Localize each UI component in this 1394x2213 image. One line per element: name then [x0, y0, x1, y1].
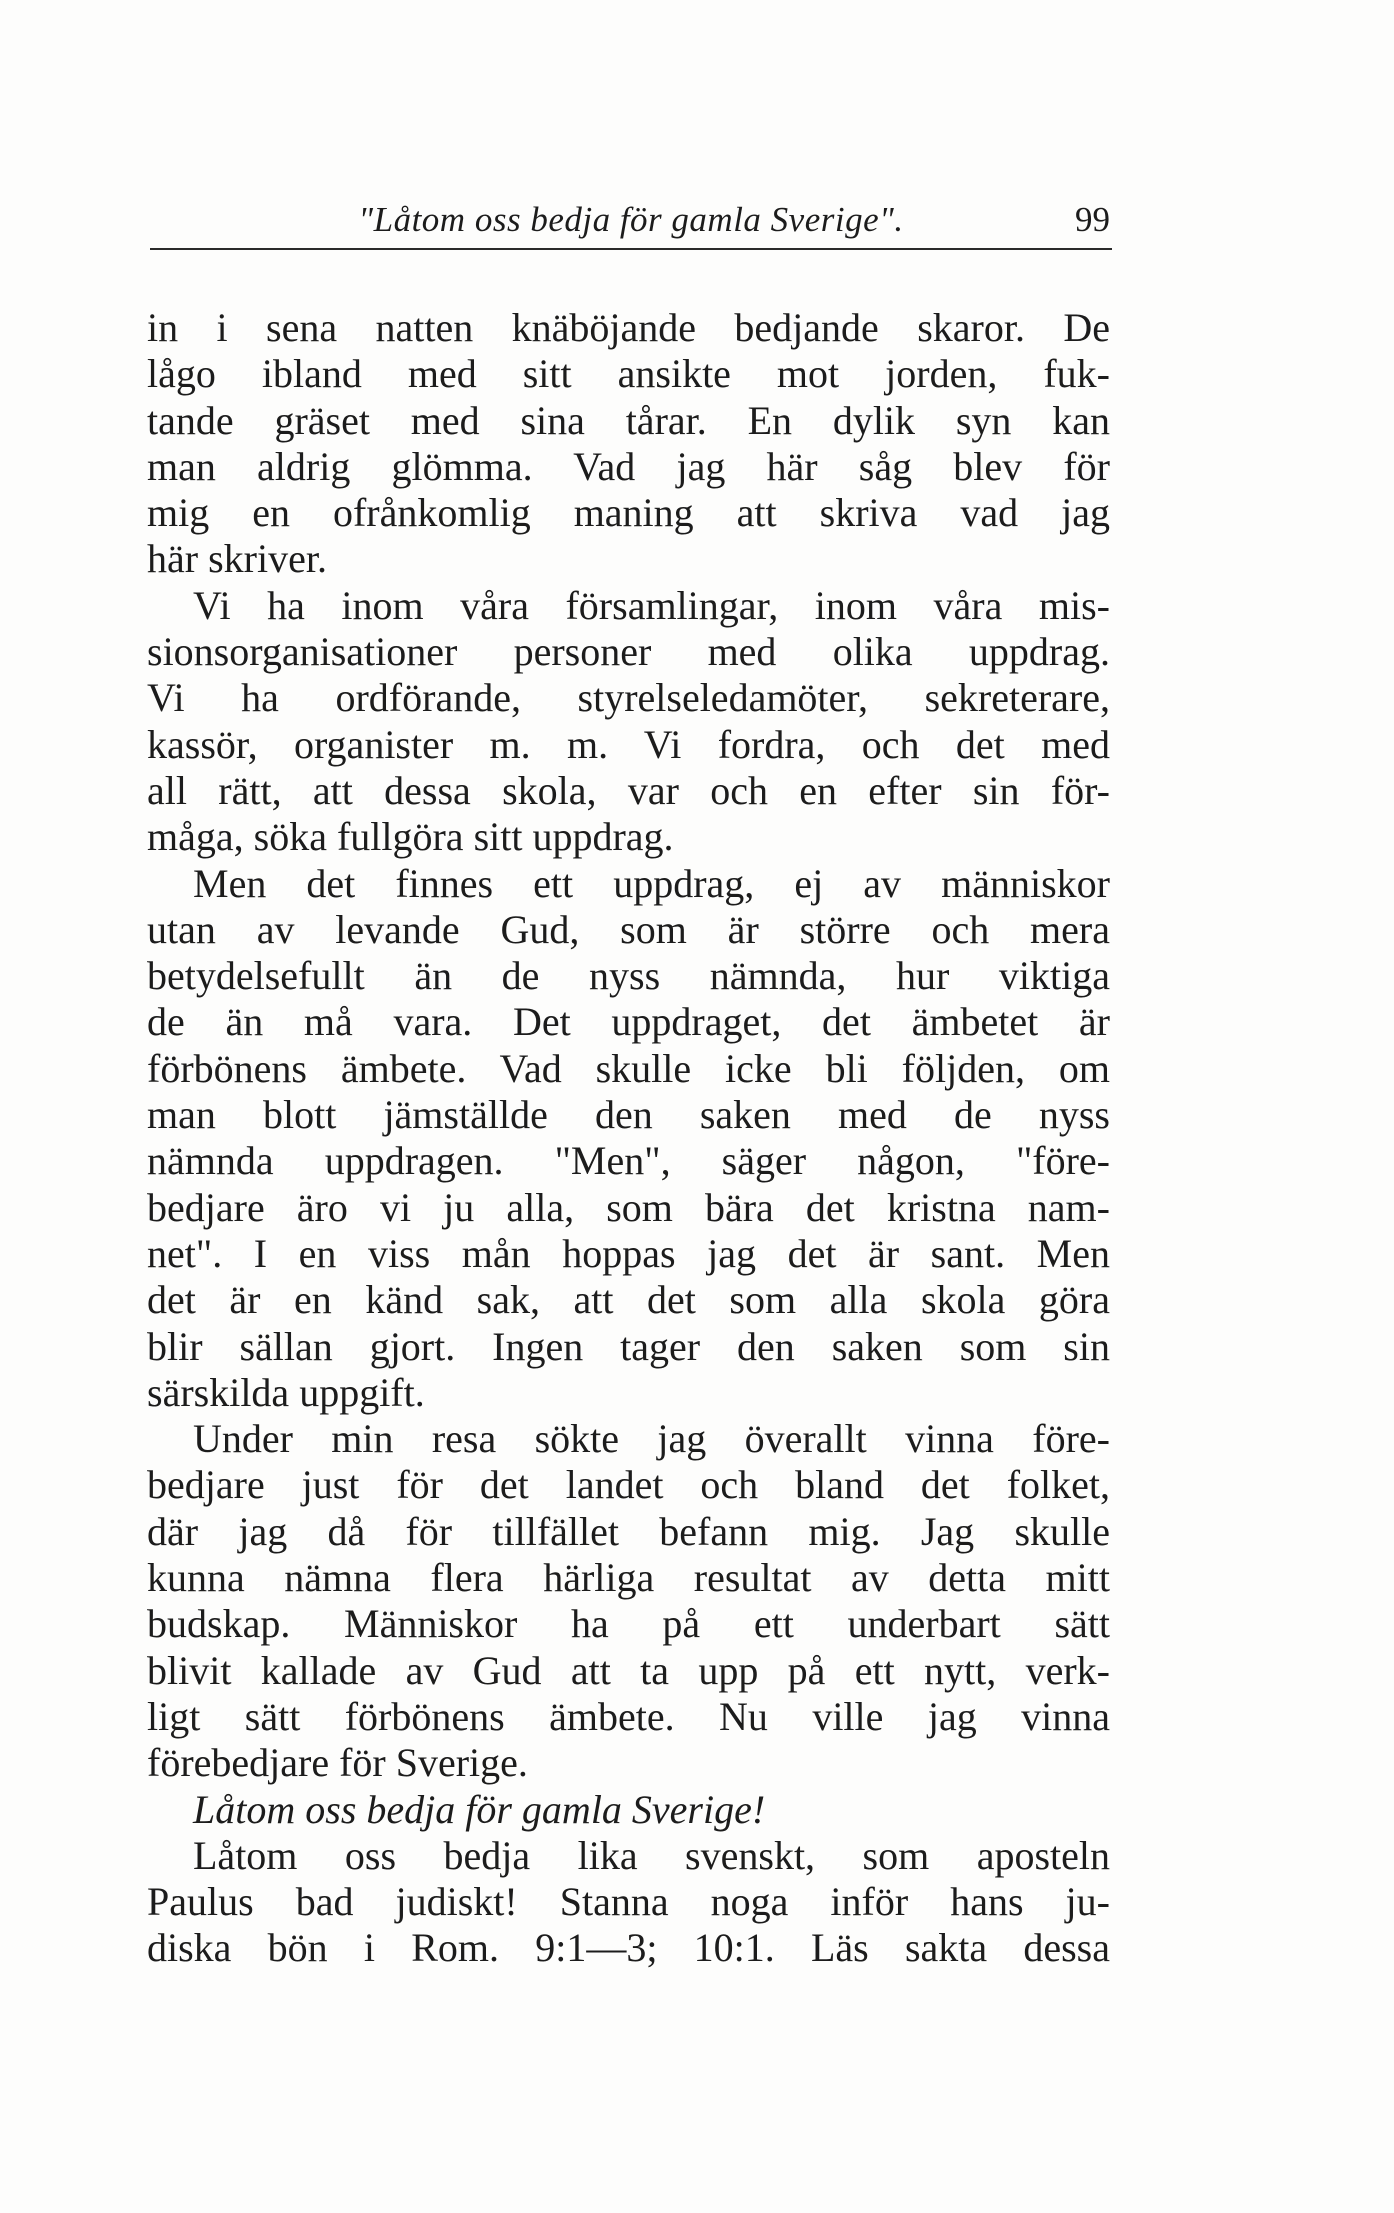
text-line: net". I en viss mån hoppas jag det är sant. Men — [147, 1230, 1110, 1276]
text-line: här skriver. — [147, 536, 327, 582]
body-text — [147, 305, 1110, 1972]
text-line: mig en ofrånkomlig maning att skriva vad jag — [147, 490, 1110, 536]
text-line: in i sena natten knäböjande bedjande skaror. De — [147, 305, 1110, 350]
text-line: sionsorganisationer personer med olika uppdrag. — [147, 629, 1110, 675]
text-line: bedjare äro vi ju alla, som bära det kristna nam- — [147, 1184, 1110, 1230]
italic-exhortation-line — [147, 1787, 1110, 1833]
text-line: blivit kallade av Gud att ta upp på ett nytt, verk- — [147, 1647, 1110, 1693]
running-title: "Låtom oss bedja för gamla Sverige". — [358, 200, 904, 239]
paragraph-start-line: Vi ha inom våra församlingar, inom våra mis- — [193, 582, 1110, 628]
running-header — [150, 196, 1112, 250]
text-line: kunna nämna flera härliga resultat av detta mitt — [147, 1555, 1110, 1601]
text-line: förebedjare för Sverige. — [147, 1740, 528, 1786]
paragraph-start-line: Under min resa sökte jag överallt vinna före- — [193, 1416, 1110, 1462]
text-line: Vi ha ordförande, styrelseledamöter, sekreterare, — [147, 675, 1110, 721]
text-line: man aldrig glömma. Vad jag här såg blev för — [147, 443, 1110, 489]
text-line: måga, söka fullgöra sitt uppdrag. — [147, 814, 674, 860]
text-line: utan av levande Gud, som är större och mera — [147, 906, 1110, 952]
text-line: förbönens ämbete. Vad skulle icke bli följden, om — [147, 1045, 1110, 1091]
italic-exhortation-text: Låtom oss bedja för gamla Sverige! — [193, 1786, 766, 1832]
page-number: 99 — [1075, 200, 1110, 239]
paragraph-start-line: Låtom oss bedja lika svenskt, som aposteln — [193, 1832, 1110, 1878]
text-line: de än må vara. Det uppdraget, det ämbetet är — [147, 999, 1110, 1045]
text-line: blir sällan gjort. Ingen tager den saken som sin — [147, 1323, 1110, 1369]
text-line: all rätt, att dessa skola, var och en efter sin för- — [147, 767, 1110, 813]
text-line: Paulus bad judiskt! Stanna noga inför hans ju- — [147, 1879, 1110, 1925]
text-line: det är en känd sak, att det som alla skola göra — [147, 1277, 1110, 1323]
text-line: bedjare just för det landet och bland det folket, — [147, 1462, 1110, 1508]
text-line: lågo ibland med sitt ansikte mot jorden, fuk- — [147, 351, 1110, 397]
text-line: diska bön i Rom. 9:1—3; 10:1. Läs sakta dessa — [147, 1925, 1110, 1971]
text-line: tande gräset med sina tårar. En dylik syn kan — [147, 397, 1110, 443]
paragraph-start-line: Men det finnes ett uppdrag, ej av människor — [193, 860, 1110, 906]
text-line: kassör, organister m. m. Vi fordra, och det med — [147, 721, 1110, 767]
text-line: budskap. Människor ha på ett underbart sätt — [147, 1601, 1110, 1647]
text-line: där jag då för tillfället befann mig. Jag skulle — [147, 1508, 1110, 1554]
text-line: betydelsefullt än de nyss nämnda, hur viktiga — [147, 953, 1110, 999]
text-line: nämnda uppdragen. "Men", säger någon, "före- — [147, 1138, 1110, 1184]
text-line: man blott jämställde den saken med de nyss — [147, 1092, 1110, 1138]
text-line: ligt sätt förbönens ämbete. Nu ville jag vinna — [147, 1693, 1110, 1739]
text-line: särskilda uppgift. — [147, 1369, 425, 1415]
